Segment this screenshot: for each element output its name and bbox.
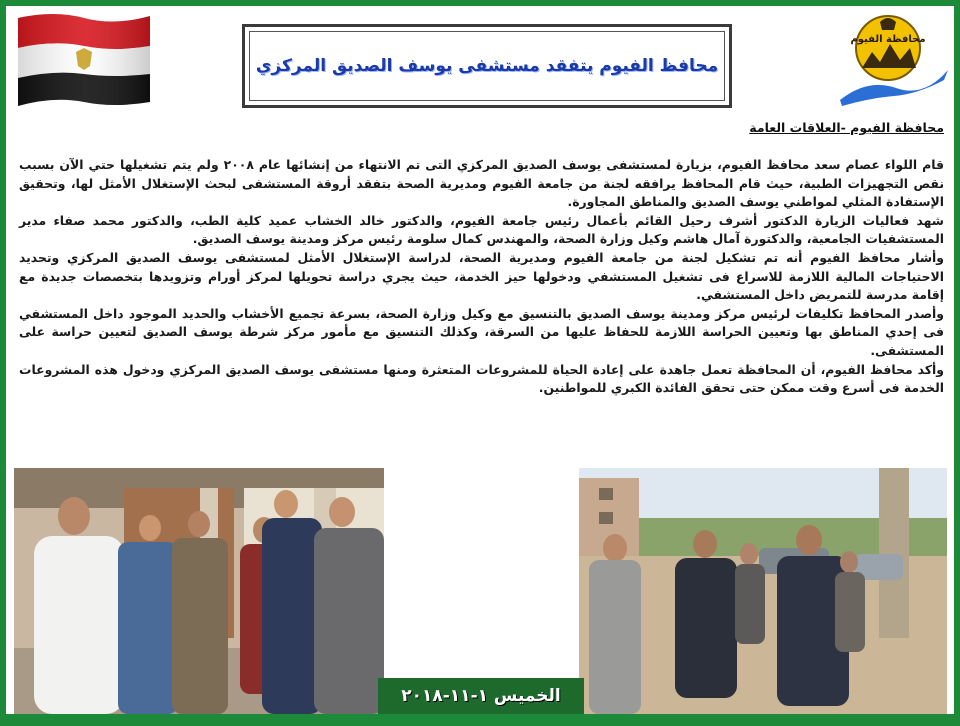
title-box [242, 24, 732, 108]
article-paragraph: شهد فعاليات الزيارة الدكتور أشرف رحيل القائم بأعمال رئيس جامعة الفيوم، والدكتور خالد الخشاب عميد كلية الطب، والدكتور محمد صفاء مدير المستشفيات الجامعية، والدكتورة آمال هاشم وكيل وزارة الصحة، والمهندس كمال سلومة رئيس مركز ومدينة يوسف الصديق. [19, 212, 944, 247]
article-body [19, 156, 944, 398]
title-inner-frame [249, 31, 725, 101]
date-banner [378, 678, 584, 714]
governorate-logo [838, 8, 950, 108]
officials-walking-photo [579, 468, 947, 714]
logo-text: محافظة الفيوم [850, 34, 926, 45]
article-paragraph: وأشار محافظ الفيوم أنه تم تشكيل لجنة من جامعة الفيوم ومديرية الصحة، لدراسة الإستغلال الأمثل لمستشفى يوسف الصديق المركزي وتحديد الاحتياجات المالية اللازمة للاسراع فى تشغيل المستشفي ودخولها حيز الخدمة، حيث يجري دراسة تحويلها لمركز أورام وتزويدها بتخصصات جديدة مع إقامة مدرسة للتمريض داخل المستشفي. [19, 249, 944, 303]
section-label: محافظة الفيوم -العلاقات العامة [749, 120, 944, 135]
page-title: محافظ الفيوم يتفقد مستشفى يوسف الصديق المركزي [255, 56, 719, 76]
article-paragraph: وأصدر المحافظ تكليفات لرئيس مركز ومدينة يوسف الصديق بالتنسيق مع وكيل وزارة الصحة، بسرعة تجميع الأخشاب والحديد الموجود داخل المستشفي فى إحدي المناطق بها وتعيين الحراسة اللازمة للحفاظ عليها من السرقة، وكذلك التنسيق مع مأمور مركز شرطة يوسف الصديق لتعيين حراسة على المستشفى. [19, 305, 944, 358]
officials-group-photo [14, 468, 384, 714]
article-paragraph: قام اللواء عصام سعد محافظ الفيوم، بزيارة لمستشفى يوسف الصديق المركزي التى تم الانتهاء من إنشائها عام ٢٠٠٨ ولم يتم تشغيلها حتي الآن بسبب نقص التجهيزات الطبية، حيث قام المحافظ يرافقه لجنة من جامعة الفيوم ومديرية الصحة بتفقد أروقة المستشفى لبحث الإستغلال الأمثل لها، وتحقيق الإستفادة المثلي لمواطني يوسف الصديق والمناطق المجاورة. [19, 157, 944, 210]
publication-date: الخميس ١-١١-٢٠١٨ [401, 686, 561, 706]
egypt-flag-image [14, 8, 154, 108]
article-paragraph: وأكد محافظ الفيوم، أن المحافظة تعمل جاهدة على إعادة الحياة للمشروعات المتعثرة ومنها مستشفى يوسف الصديق المركزي ودخول هذه المشروعات الخدمة فى أسرع وقت ممكن حتى تحقق الفائدة الكبري للمواطنين. [19, 361, 944, 396]
page [6, 6, 954, 714]
